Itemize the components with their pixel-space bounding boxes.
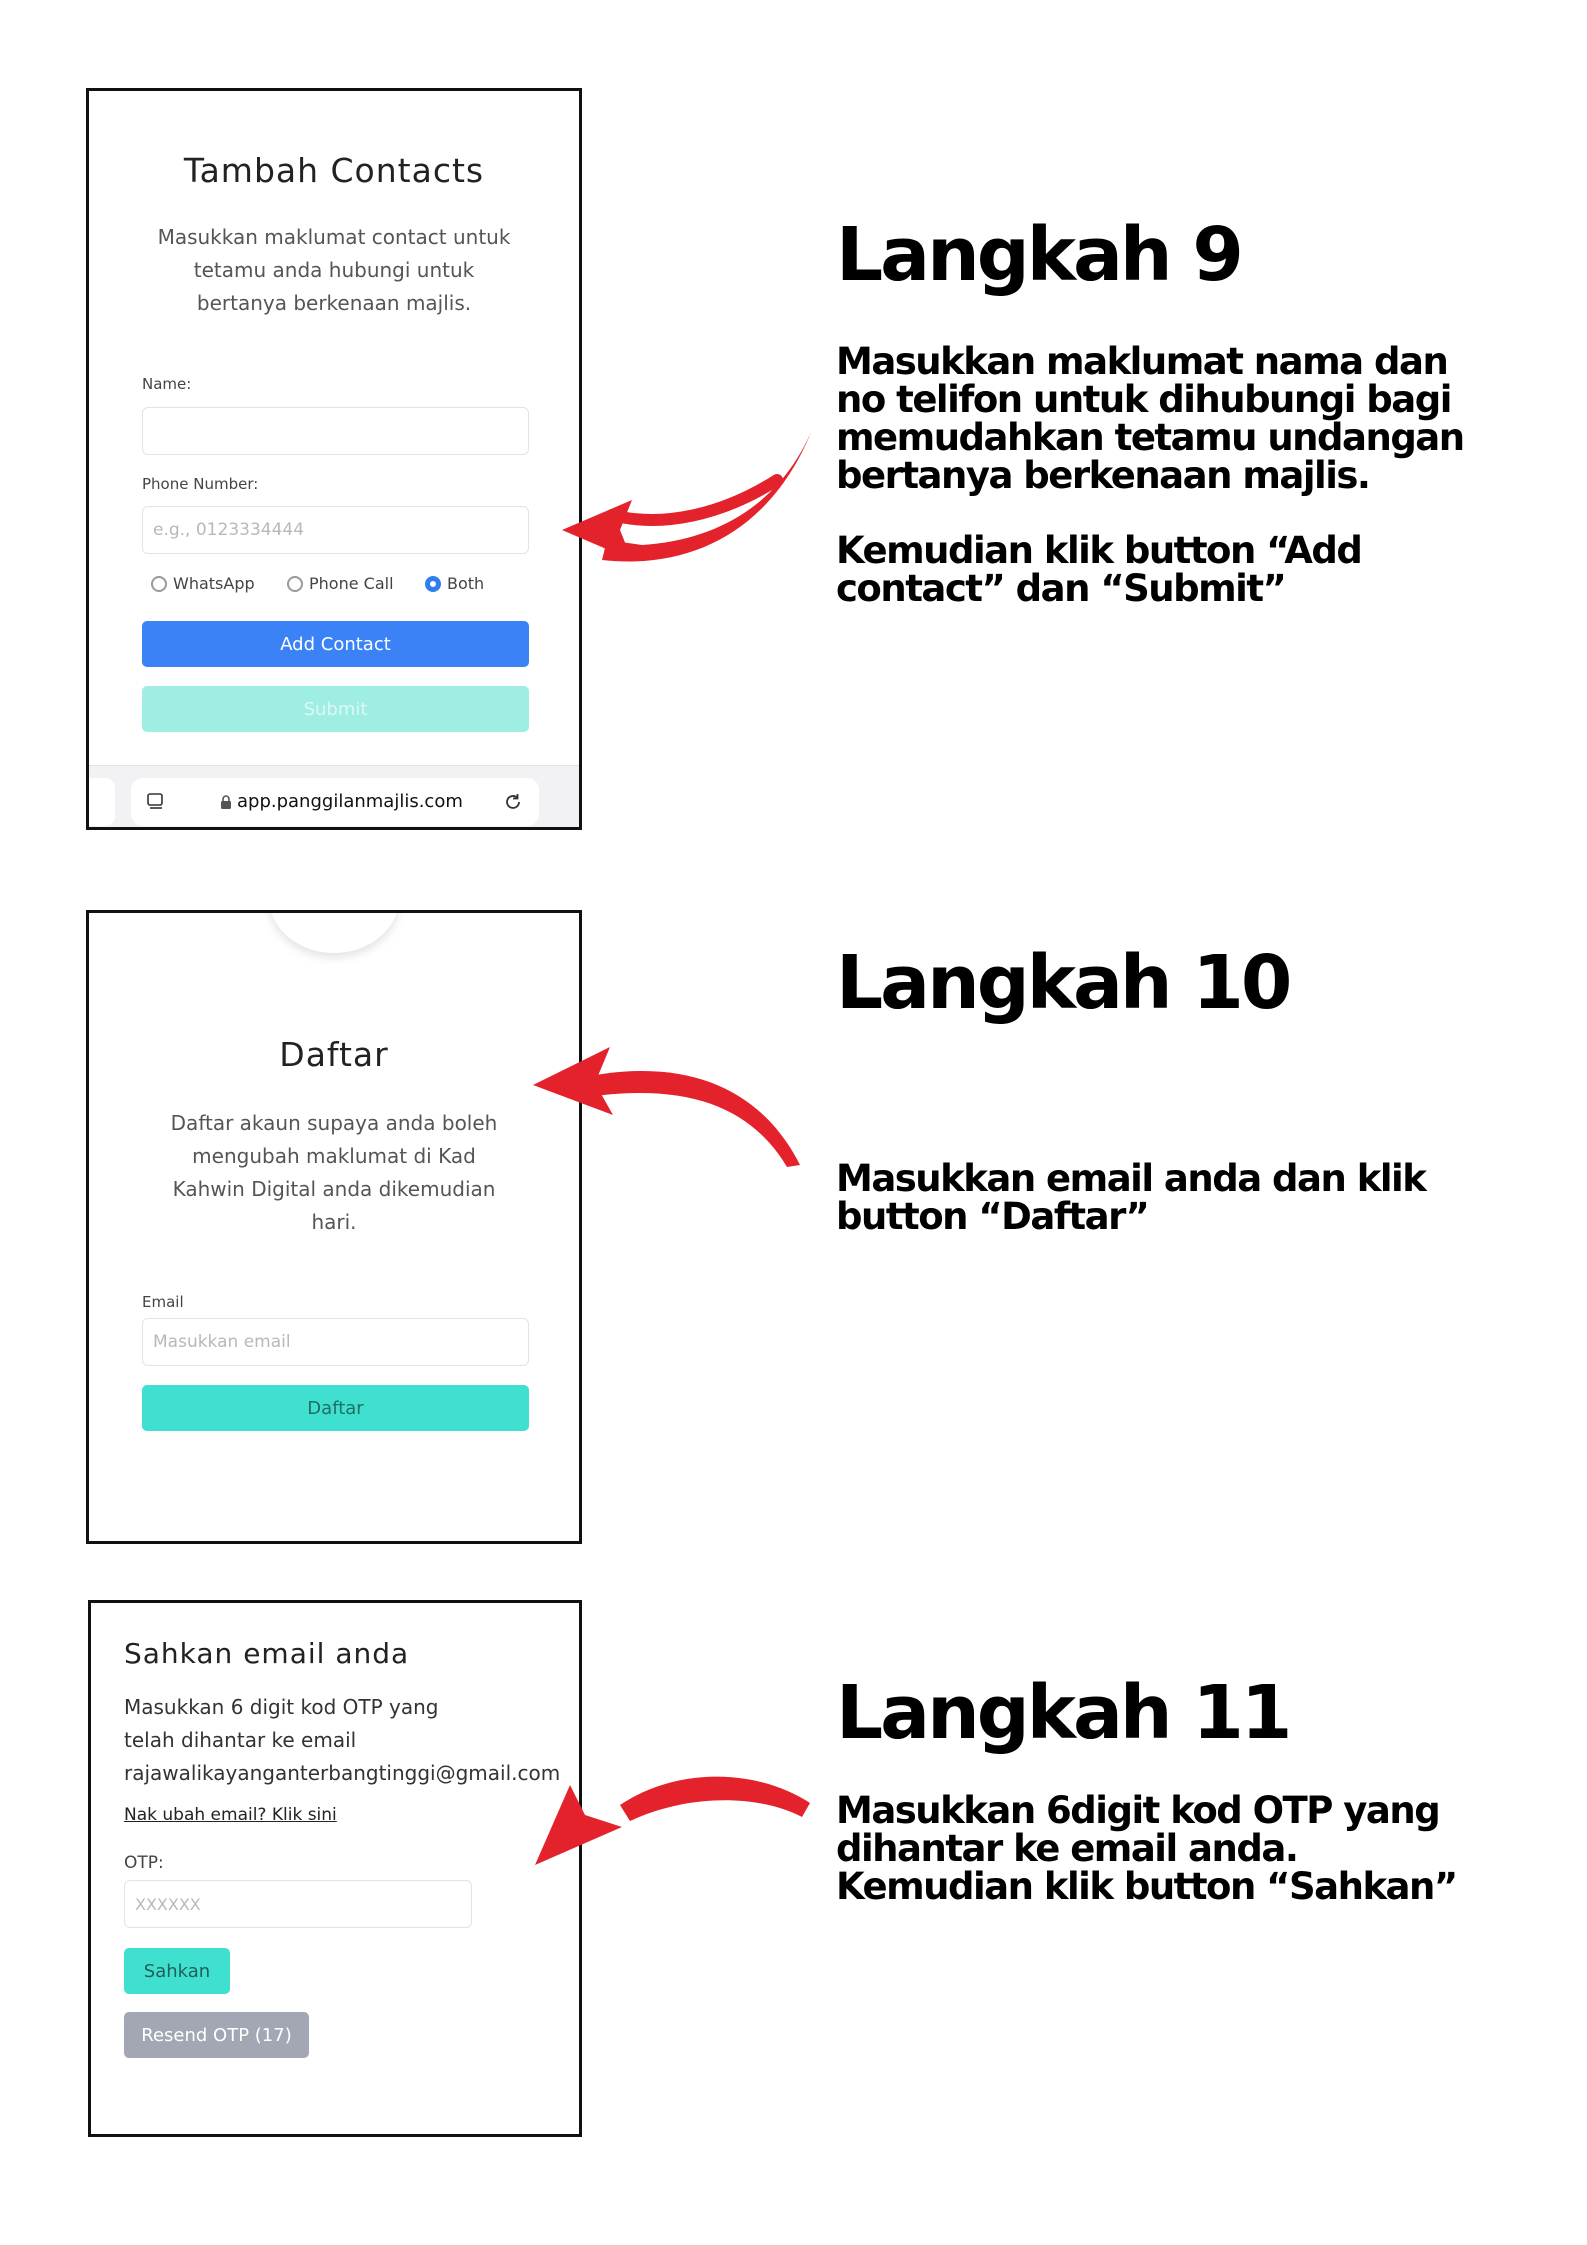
step11-heading: Langkah 11 (836, 1670, 1290, 1756)
url-bar[interactable] (131, 778, 539, 826)
step9-instructions: Masukkan maklumat nama dan no telifon untuk dihubungi bagi memudahkan tetamu undangan bertanya berkenaan majlis. (836, 340, 1464, 497)
phone-input[interactable]: e.g., 0123334444 (142, 506, 529, 554)
name-input[interactable] (142, 407, 529, 455)
arrow-icon (525, 1035, 805, 1175)
page-description: Daftar akaun supaya anda boleh mengubah maklumat di Kad Kahwin Digital anda dikemudian hari. (170, 1111, 498, 1234)
email-input[interactable]: Masukkan email (142, 1318, 529, 1366)
step9-screenshot (86, 88, 582, 830)
arrow-icon (530, 1755, 810, 1875)
step11-screenshot (88, 1600, 582, 2137)
arrow-icon (552, 420, 812, 590)
lock-icon (219, 794, 233, 810)
page-title: Daftar (279, 1035, 389, 1074)
name-label: Name: (142, 375, 192, 393)
radio-both[interactable]: Both (425, 574, 484, 593)
add-contact-button[interactable]: Add Contact (142, 621, 529, 667)
step10-screenshot (86, 910, 582, 1544)
otp-input[interactable]: XXXXXX (124, 1880, 472, 1928)
reload-icon[interactable] (503, 792, 523, 812)
url-text: app.panggilanmajlis.com (237, 791, 463, 812)
step10-instructions: Masukkan email anda dan klik button “Daftar” (836, 1157, 1426, 1238)
page-title: Sahkan email anda (124, 1637, 410, 1670)
step9-instructions-2: Kemudian klik button “Add contact” dan “Submit” (836, 529, 1362, 610)
radio-phone-call[interactable]: Phone Call (287, 574, 394, 593)
page-description: Masukkan 6 digit kod OTP yang telah dihantar ke email rajawalikayanganterbangtinggi@gmail.com (124, 1695, 561, 1785)
sahkan-button[interactable]: Sahkan (124, 1948, 230, 1994)
page-description: Masukkan maklumat contact untuk tetamu anda hubungi untuk bertanya berkenaan majlis. (157, 225, 511, 315)
logo-circle (269, 910, 399, 953)
step9-heading: Langkah 9 (836, 212, 1241, 298)
radio-circle-icon (287, 576, 303, 592)
email-label: Email (142, 1293, 184, 1311)
step10-heading: Langkah 10 (836, 940, 1290, 1026)
radio-circle-icon (151, 576, 167, 592)
page-title: Tambah Contacts (183, 151, 485, 190)
radio-whatsapp[interactable]: WhatsApp (151, 574, 255, 593)
step11-instructions: Masukkan 6digit kod OTP yang dihantar ke email anda. Kemudian klik button “Sahkan” (836, 1789, 1457, 1908)
change-email-link[interactable]: Nak ubah email? Klik sini (124, 1805, 337, 1825)
otp-label: OTP: (124, 1853, 164, 1873)
browser-bar (89, 765, 579, 830)
resend-otp-button[interactable]: Resend OTP (17) (124, 2012, 309, 2058)
submit-button[interactable]: Submit (142, 686, 529, 732)
phone-label: Phone Number: (142, 475, 259, 493)
daftar-button[interactable]: Daftar (142, 1385, 529, 1431)
prev-tab[interactable] (86, 778, 115, 826)
radio-selected-icon (425, 576, 441, 592)
tabs-icon[interactable] (146, 792, 166, 812)
